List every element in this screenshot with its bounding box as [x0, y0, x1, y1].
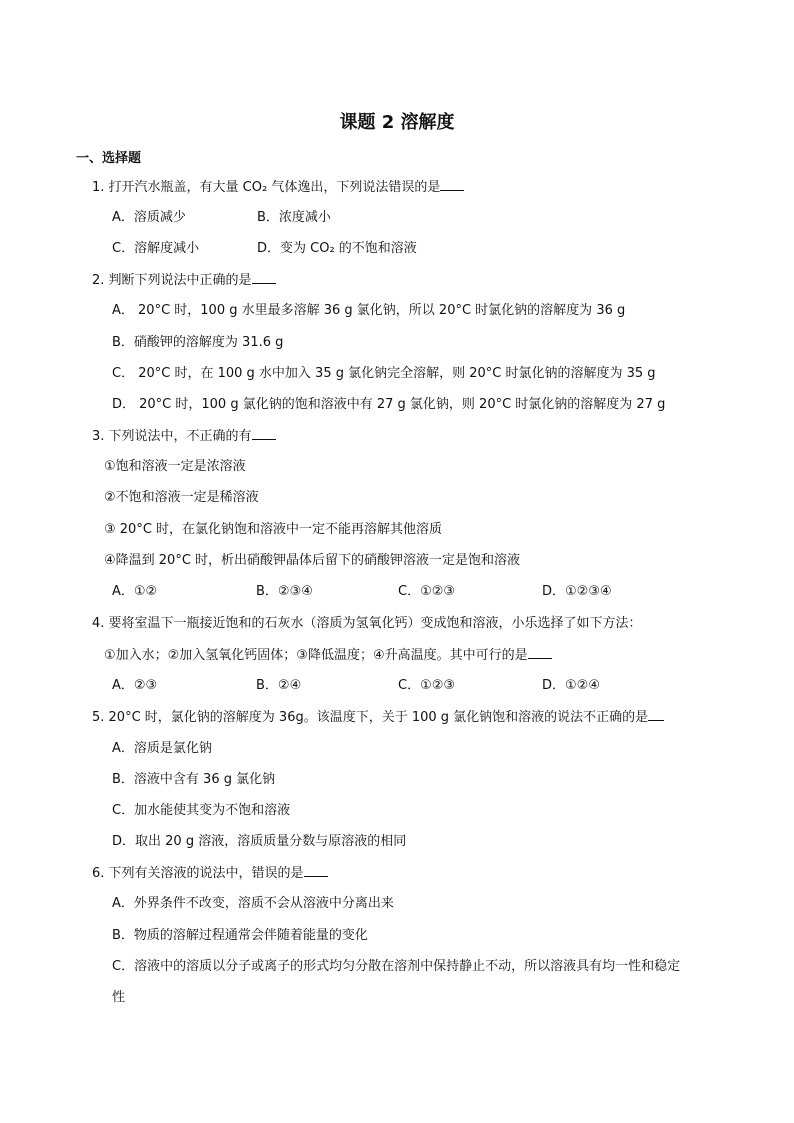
methods-text: ①加入水；②加入氢氧化钙固体；③降低温度；④升高温度。其中可行的是: [104, 648, 528, 663]
question-2-option-a: A． 20°C 时，100 g 水里最多溶解 36 g 氯化钠，所以 20°C 时氯化钠的溶解度为 36 g: [112, 303, 626, 318]
question-6-option-c-line-1: C．溶液中的溶质以分子或离子的形式均匀分散在溶剂中保持静止不动，所以溶液具有均一性和稳定: [112, 959, 681, 974]
question-6-stem: 6. 下列有关溶液的说法中，错误的是: [92, 866, 304, 881]
question-6-option-c-line-2: 性: [112, 990, 126, 1005]
option-d: D．①②③④: [542, 584, 612, 599]
question-5: [92, 707, 664, 728]
answer-blank: [252, 426, 276, 440]
question-2-option-b: B．硝酸钾的溶解度为 31.6 g: [112, 335, 284, 350]
option-a: A．①②: [112, 584, 158, 599]
option-b: B．②③④: [256, 584, 313, 599]
question-3: [92, 426, 276, 447]
question-4-methods: [104, 645, 552, 666]
option-d: D．①②④: [542, 678, 600, 693]
statement-4: ④降温到 20°C 时，析出硝酸钾晶体后留下的硝酸钾溶液一定是饱和溶液: [104, 553, 521, 568]
question-1-stem: 1. 打开汽水瓶盖，有大量 CO₂ 气体逸出，下列说法错误的是: [92, 180, 441, 195]
question-2-stem: 2. 判断下列说法中正确的是: [92, 273, 252, 288]
answer-blank: [304, 863, 328, 877]
question-5-option-c: C．加水能使其变为不饱和溶液: [112, 803, 291, 818]
question-3-stem: 3. 下列说法中，不正确的有: [92, 429, 252, 444]
question-3-options: [112, 582, 612, 602]
question-1: [92, 177, 464, 198]
question-5-option-b: B．溶液中含有 36 g 氯化钠: [112, 772, 276, 787]
page-title: 课题 2 溶解度: [339, 112, 455, 133]
option-c: C．溶解度减小: [112, 241, 200, 256]
answer-blank: [252, 270, 276, 284]
question-1-options-row-1: [112, 208, 331, 228]
option-c: C．①②③: [398, 678, 456, 693]
question-5-option-d: D．取出 20 g 溶液，溶质质量分数与原溶液的相同: [112, 834, 407, 849]
question-4-stem: 4. 要将室温下一瓶接近饱和的石灰水（溶质为氢氧化钙）变成饱和溶液，小乐选择了如下方法：: [92, 616, 642, 631]
question-2-option-d: D． 20°C 时，100 g 氯化钠的饱和溶液中有 27 g 氯化钠，则 20°C 时氯化钠的溶解度为 27 g: [112, 397, 666, 412]
option-b: B．②④: [256, 678, 302, 693]
question-2: [92, 270, 276, 291]
answer-blank: [648, 707, 664, 721]
section-heading: 一、选择题: [76, 151, 142, 166]
option-c: C．①②③: [398, 584, 456, 599]
statement-2: ②不饱和溶液一定是稀溶液: [104, 490, 259, 505]
question-1-options-row-2: [112, 239, 417, 259]
question-5-option-a: A．溶质是氯化钠: [112, 741, 212, 756]
answer-blank: [528, 645, 552, 659]
question-6-option-b: B．物质的溶解过程通常会伴随着能量的变化: [112, 928, 368, 943]
option-a: A．②③: [112, 678, 158, 693]
statement-1: ①饱和溶液一定是浓溶液: [104, 459, 246, 474]
option-a: A．溶质减少: [112, 210, 186, 225]
option-d: D．变为 CO₂ 的不饱和溶液: [257, 241, 417, 256]
question-5-stem: 5. 20°C 时，氯化钠的溶解度为 36g。该温度下，关于 100 g 氯化钠饱和溶液的说法不正确的是: [92, 710, 649, 725]
question-4-options: [112, 676, 600, 696]
answer-blank: [440, 177, 464, 191]
option-b: B．浓度减小: [257, 210, 331, 225]
question-6: [92, 863, 328, 884]
question-2-option-c: C． 20°C 时，在 100 g 水中加入 35 g 氯化钠完全溶解，则 20°C 时氯化钠的溶解度为 35 g: [112, 366, 656, 381]
statement-3: ③ 20°C 时，在氯化钠饱和溶液中一定不能再溶解其他溶质: [104, 522, 443, 537]
question-6-option-a: A．外界条件不改变，溶质不会从溶液中分离出来: [112, 896, 394, 911]
